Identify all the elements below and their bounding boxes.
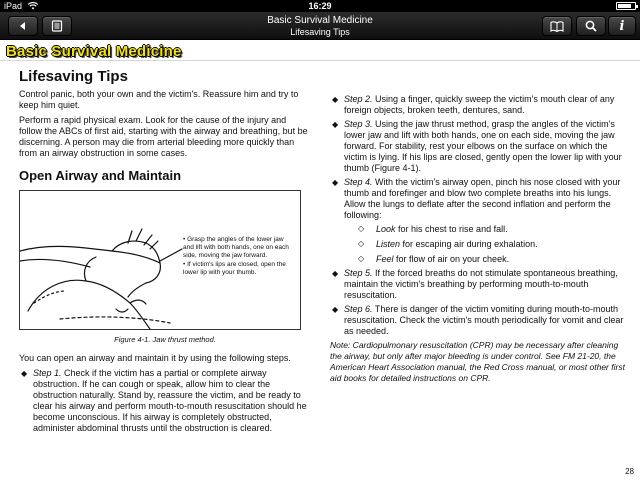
- hollow-diamond-icon: ◇: [358, 254, 365, 263]
- figure-callout-1: • Grasp the angles of the lower jaw and lift with both hands, one on each side, moving the jaw forward.: [183, 236, 289, 259]
- intro-paragraph-2: Perform a rapid physical exam. Look for the cause of the injury and follow the ABCs of first aid, starting with the airway and breathing, but be discerning. A person may die from arterial bleeding more quickly than from an airway obstruction in some cases.: [19, 115, 308, 158]
- step-name: Step 5.: [344, 268, 373, 278]
- jaw-thrust-figure: [19, 190, 301, 330]
- diamond-bullet-icon: ◆: [21, 369, 28, 378]
- diamond-bullet-icon: ◆: [332, 178, 339, 187]
- right-column: [330, 94, 630, 384]
- step-text: With the victim's airway open, pinch his nose closed with your thumb and forefinger and blow two complete breaths into his lungs. Allow the lungs to deflate after the second inflation and perform the following:: [344, 177, 621, 220]
- diamond-bullet-icon: ◆: [332, 95, 339, 104]
- step-item-6: [330, 304, 630, 337]
- chapter-title: Lifesaving Tips: [290, 27, 350, 37]
- figure-caption: Figure 4-1. Jaw thrust method.: [114, 335, 216, 344]
- page-number: 28: [625, 467, 634, 476]
- step-text: There is danger of the victim vomiting during mouth-to-mouth resuscitation. Check the victim's mouth periodically for vomit and clear as needed.: [344, 304, 624, 336]
- step-name: Step 4.: [344, 177, 373, 187]
- substep-verb: Look: [376, 224, 396, 234]
- status-bar: [0, 0, 640, 12]
- info-icon: i: [619, 18, 625, 34]
- section-title: Lifesaving Tips: [19, 68, 128, 85]
- info-button[interactable]: [608, 16, 636, 36]
- substep-text: for his chest to rise and fall.: [395, 224, 508, 234]
- step-name: Step 3.: [344, 119, 373, 129]
- substep-verb: Listen: [376, 239, 401, 249]
- reader-toolbar: [0, 12, 640, 40]
- step-text: Using the jaw thrust method, grasp the angles of the victim's lower jaw and lift with both hands, one on each side, moving the jaw forward. For stability, rest your elbows on the surface on which the victim is lying. If his lips are closed, gently open the lower lip with your thumb (Figure 4-1).: [344, 119, 622, 173]
- toolbar-titles: [180, 15, 460, 38]
- search-icon: [585, 20, 597, 32]
- steps-list-right: [330, 94, 630, 337]
- status-time: 16:29: [308, 1, 332, 11]
- figure-callout: [183, 236, 295, 278]
- page-header: [0, 40, 640, 61]
- diamond-bullet-icon: ◆: [332, 120, 339, 129]
- step-4-substeps: [358, 223, 630, 265]
- diamond-bullet-icon: ◆: [332, 269, 339, 278]
- step-text: Using a finger, quickly sweep the victim's mouth clear of any foreign objects, broken teeth, dentures, sand.: [344, 94, 615, 115]
- step-text: Check if the victim has a partial or complete airway obstruction. If he can cough or speak, allow him to clear the obstruction naturally. Stand by, reassure the victim, and be ready to clear his airway and perform mouth-to-mouth resuscitation should he become unconscious. If his airway is completely obstructed, administer abdominal thrusts until the obstruction is cleared.: [33, 368, 307, 433]
- left-column: [19, 68, 311, 437]
- book-header-title: Basic Survival Medicine: [6, 43, 182, 60]
- carrier-label: iPad: [4, 1, 23, 11]
- subsection-title: Open Airway and Maintain: [19, 168, 182, 183]
- substep-text: for flow of air on your cheek.: [393, 254, 510, 264]
- step-item-4: [330, 177, 630, 265]
- table-of-contents-icon: [51, 20, 63, 32]
- step-item-5: [330, 268, 630, 301]
- step-name: Step 2.: [344, 94, 373, 104]
- step-name: Step 1.: [33, 368, 62, 378]
- step-name: Step 6.: [344, 304, 373, 314]
- substep-text: for escaping air during exhalation.: [400, 239, 538, 249]
- step-item-3: [330, 119, 630, 174]
- hollow-diamond-icon: ◇: [358, 224, 365, 233]
- intro-paragraph-1: Control panic, both your own and the victim's. Reassure him and try to keep him quiet.: [19, 89, 299, 110]
- substep-verb: Feel: [376, 254, 394, 264]
- bookmarks-button[interactable]: [542, 16, 572, 36]
- steps-intro: You can open an airway and maintain it by using the following steps.: [19, 353, 291, 363]
- substep-look: [358, 223, 630, 235]
- figure-callout-2: • If victim's lips are closed, open the lower lip with your thumb.: [183, 261, 286, 276]
- diamond-bullet-icon: ◆: [332, 305, 339, 314]
- back-arrow-icon: [18, 21, 28, 31]
- substep-feel: [358, 253, 630, 265]
- open-book-icon: [550, 21, 564, 32]
- step-text: If the forced breaths do not stimulate spontaneous breathing, maintain the victim's breathing by performing mouth-to-mouth resuscitation.: [344, 268, 618, 300]
- steps-list-left: [19, 368, 311, 434]
- substep-listen: [358, 238, 630, 250]
- cpr-note: Note: Cardiopulmonary resuscitation (CPR) may be necessary after cleaning the airway, but only after major bleeding is under control. See FM 21-20, the American Heart Association manual, the Red Cross manual, or most other first aid books for detailed instructions on CPR.: [330, 340, 625, 383]
- hollow-diamond-icon: ◇: [358, 239, 365, 248]
- book-title: Basic Survival Medicine: [267, 15, 373, 26]
- step-item-1: [19, 368, 311, 434]
- battery-icon: [616, 2, 636, 10]
- back-button[interactable]: [8, 16, 38, 36]
- search-button[interactable]: [576, 16, 606, 36]
- table-of-contents-button[interactable]: [42, 16, 72, 36]
- step-item-2: [330, 94, 630, 116]
